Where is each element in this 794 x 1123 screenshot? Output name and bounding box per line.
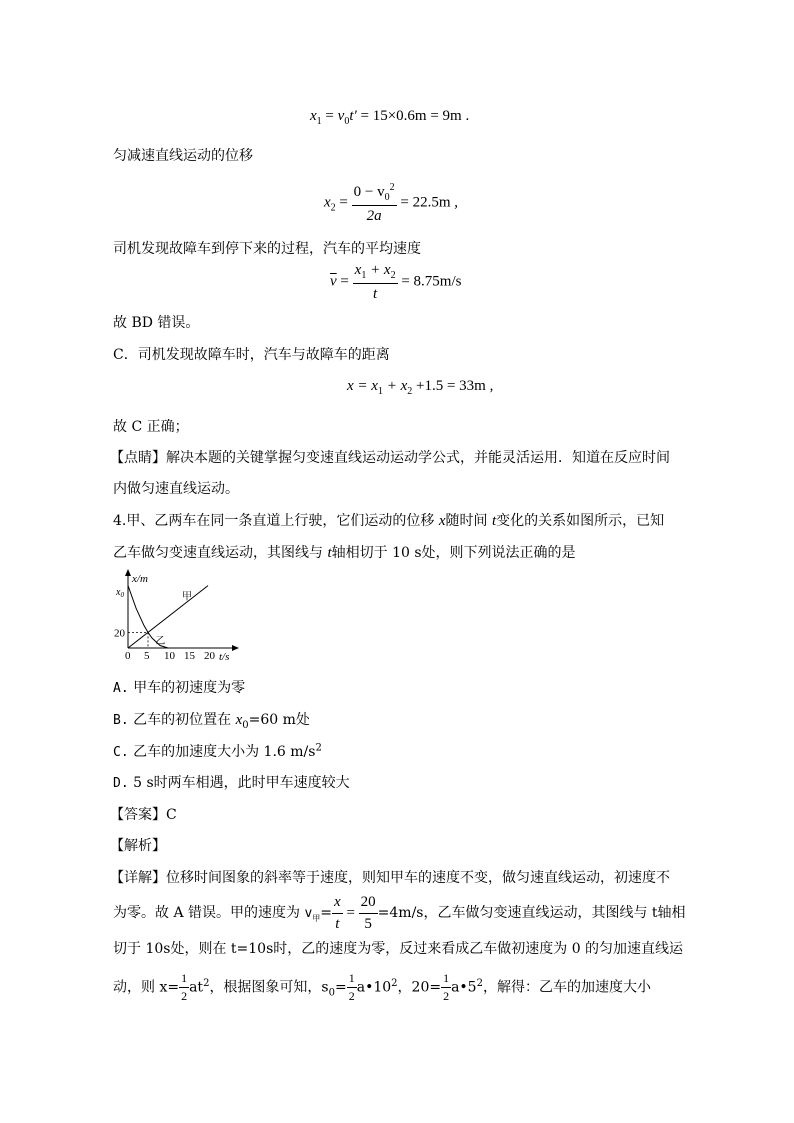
equation-x2: $x_2$ = $\frac{0 - v_0^2}{2a}$ = 22.5m ,: [324, 182, 458, 224]
detail-line4: 动，则 x= $\frac{1}{2}$ $at^2$，根据图象可知，$s_0=$ $\frac{1}{2}$ $a•10^2$，20= $\frac{1}{2}$ $a•5^2$，解得：乙车的加速度大小: [113, 971, 651, 1004]
option-b[interactable]: B. 乙车的初位置在 $x_0=60$ m处: [113, 712, 310, 731]
y-tick-label: 20: [114, 627, 125, 640]
y-axis-arrow: [125, 569, 131, 576]
fraction-20-over-5: $\frac{20}{5}$: [360, 894, 376, 932]
fraction-half: $\frac{1}{2}$: [348, 971, 355, 1004]
fraction: $\frac{x_1 + x_2}{t}$: [354, 262, 396, 302]
y-label-x0: $x_0$: [116, 587, 124, 599]
x-tick-label: 20: [204, 650, 215, 662]
detail-line2: 为零。故 A 错误。甲的速度为 $v_甲=$ $\frac{x}{t}$ = $\frac{20}{5}$ =4m/s，乙车做匀变速直线运动，其图线与 t轴相: [113, 894, 686, 932]
series-label: 乙: [155, 636, 166, 648]
paragraph-bd-wrong: 故 BD 错误。: [113, 315, 200, 331]
answer: 【答案】C: [110, 807, 177, 823]
paragraph-key-point: 【点睛】解决本题的关键掌握匀变速直线运动运动学公式，并能灵活运用．知道在反应时间: [110, 450, 670, 466]
question-4-line2: 乙车做匀变速直线运动，其图线与 t轴相切于 10 s处，则下列说法正确的是: [113, 545, 576, 561]
detail-line1: 【详解】位移时间图象的斜率等于速度，则知甲车的速度不变，做匀速直线运动，初速度不: [110, 870, 670, 886]
x-tick-label: 15: [184, 650, 195, 662]
paragraph-key-point-cont: 内做匀速直线运动。: [113, 481, 239, 497]
question-4-line1: 4.甲、乙两车在同一条直道上行驶，它们运动的位移 x随时间 t变化的关系如图所示，已知: [113, 513, 665, 529]
equation-avg-v: $\overline{v}$ = $\frac{x_1 + x_2}{t}$ = 8.75m/s: [330, 262, 462, 302]
equation-distance: $x = x_1 + x_2 +1.5 = 33m$ ,: [347, 378, 494, 397]
x-axis-label: t/s: [219, 651, 230, 663]
analysis-heading: 【解析】: [110, 838, 166, 854]
y-axis-label: x/m: [132, 573, 148, 585]
detail-line3: 切于 10s处，则在 t=10s时，乙的速度为零，反过来看成乙车做初速度为 0 的匀加速直线运: [113, 941, 684, 957]
x-tick-label: 5: [144, 650, 150, 662]
fraction: $\frac{0 - v_0^2}{2a}$: [353, 182, 395, 224]
x-t-graph: [112, 572, 242, 664]
fraction-half: $\frac{1}{2}$: [443, 971, 450, 1004]
option-c[interactable]: C. 乙车的加速度大小为 1.6 $m/s^2$: [113, 742, 322, 760]
x-axis-arrow: [232, 645, 239, 651]
x-tick-label: 10: [164, 650, 175, 662]
equation-x1: $x_1 = v_0t' = 15\times 0.6m = 9m$ .: [310, 108, 470, 127]
option-d[interactable]: D. 5 s时两车相遇，此时甲车速度较大: [113, 775, 350, 791]
paragraph-c-correct: 故 C 正确；: [113, 419, 189, 435]
paragraph-option-c: C．司机发现故障车时，汽车与故障车的距离: [113, 347, 390, 363]
option-a[interactable]: A. 甲车的初速度为零: [113, 680, 246, 696]
paragraph-average-speed: 司机发现故障车到停下来的过程，汽车的平均速度: [113, 241, 421, 257]
fraction-half: $\frac{1}{2}$: [181, 971, 188, 1004]
x-tick-label: 0: [125, 650, 131, 662]
paragraph-uniform-decel: 匀减速直线运动的位移: [113, 148, 253, 164]
series-label: 甲: [182, 591, 192, 603]
fraction-x-over-t: $\frac{x}{t}$: [334, 894, 341, 932]
